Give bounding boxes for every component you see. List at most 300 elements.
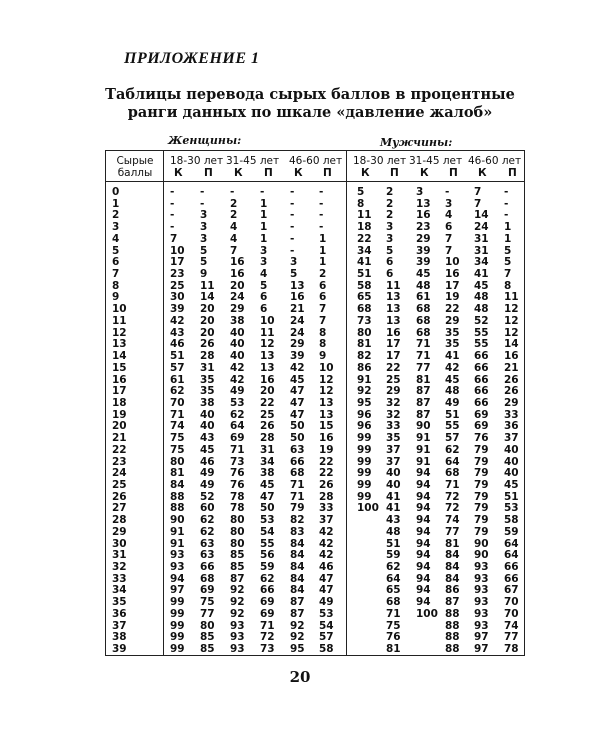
rank-cell: 94	[170, 573, 185, 585]
rank-cell: 3	[386, 221, 394, 233]
rank-cell: 45	[474, 280, 489, 292]
rank-cell: 71	[416, 350, 431, 362]
rank-cell: 66	[474, 385, 489, 397]
rank-cell: 77	[445, 526, 460, 538]
group-label-women: Женщины:	[168, 134, 242, 147]
age-group-header: 31-45 лет	[226, 155, 280, 167]
rank-cell: 99	[357, 432, 372, 444]
raw-score-cell: 19	[112, 409, 127, 421]
raw-score-cell: 18	[112, 397, 127, 409]
raw-score-cell: 37	[112, 620, 127, 632]
rank-cell: 69	[474, 420, 489, 432]
rank-cell: 7	[445, 233, 453, 245]
rank-cell: 1	[260, 221, 268, 233]
rank-cell: 6	[386, 268, 394, 280]
rank-cell: 16	[504, 350, 519, 362]
rank-cell: 59	[260, 561, 275, 573]
rank-cell: -	[230, 186, 235, 198]
rank-cell: 92	[230, 584, 245, 596]
rank-cell: 46	[319, 561, 334, 573]
rank-cell: 91	[416, 444, 431, 456]
rank-cell: 62	[230, 409, 245, 421]
rank-cell: 41	[386, 502, 401, 514]
rank-cell: 20	[230, 280, 245, 292]
raw-score-cell: 26	[112, 491, 127, 503]
raw-score-cell: 6	[112, 256, 120, 268]
raw-score-cell: 34	[112, 584, 127, 596]
subcolumn-header: П	[323, 167, 332, 179]
rank-cell: 100	[416, 608, 438, 620]
rank-cell: 43	[200, 432, 215, 444]
rank-cell: 48	[445, 385, 460, 397]
rank-cell: 87	[416, 385, 431, 397]
rank-cell: 59	[504, 526, 519, 538]
rank-cell: 34	[357, 245, 372, 257]
rank-cell: 33	[504, 409, 519, 421]
rank-cell: 62	[445, 444, 460, 456]
rank-cell: 3	[445, 198, 453, 210]
subcolumn-header: К	[174, 167, 183, 179]
rank-cell: 42	[319, 538, 334, 550]
rank-cell: 93	[474, 608, 489, 620]
rank-cell: 40	[504, 444, 519, 456]
rank-cell: 79	[474, 491, 489, 503]
rank-cell: 85	[230, 561, 245, 573]
rank-cell: 50	[260, 502, 275, 514]
rank-cell: 92	[290, 620, 305, 632]
rank-cell: 5	[504, 256, 512, 268]
raw-score-cell: 10	[112, 303, 127, 315]
rank-cell: 90	[170, 514, 185, 526]
rank-cell: 92	[290, 631, 305, 643]
rank-cell: 43	[386, 514, 401, 526]
rank-cell: 38	[200, 397, 215, 409]
rank-cell: 1	[260, 209, 268, 221]
raw-score-cell: 4	[112, 233, 120, 245]
rank-cell: 64	[504, 549, 519, 561]
age-group-header: 46-60 лет	[289, 155, 343, 167]
rank-cell: 94	[416, 573, 431, 585]
rank-cell: 33	[386, 420, 401, 432]
rank-cell: 42	[319, 526, 334, 538]
rank-cell: 41	[357, 256, 372, 268]
raw-score-cell: 35	[112, 596, 127, 608]
rank-cell: 2	[386, 198, 394, 210]
rank-cell: 6	[319, 291, 327, 303]
raw-score-cell: 33	[112, 573, 127, 585]
rank-cell: 84	[290, 549, 305, 561]
rank-cell: 90	[416, 420, 431, 432]
rank-cell: 70	[170, 397, 185, 409]
rank-cell: 68	[386, 596, 401, 608]
rank-cell: 71	[170, 409, 185, 421]
rank-cell: 6	[386, 256, 394, 268]
raw-score-cell: 20	[112, 420, 127, 432]
subcolumn-header: П	[204, 167, 213, 179]
rank-cell: 53	[230, 397, 245, 409]
rank-cell: 76	[474, 432, 489, 444]
rank-cell: 26	[504, 385, 519, 397]
raw-score-cell: 12	[112, 327, 127, 339]
rank-cell: 24	[230, 291, 245, 303]
rank-cell: 11	[260, 327, 275, 339]
rank-cell: 5	[200, 245, 208, 257]
rank-cell: 99	[357, 491, 372, 503]
rank-cell: 94	[416, 561, 431, 573]
rank-cell: 73	[357, 315, 372, 327]
rank-cell: 42	[319, 549, 334, 561]
rank-cell: 73	[230, 456, 245, 468]
rank-cell: 47	[290, 409, 305, 421]
rank-cell: 43	[170, 327, 185, 339]
rank-cell: 71	[290, 479, 305, 491]
rank-cell: 93	[474, 573, 489, 585]
rank-cell: 33	[319, 502, 334, 514]
rank-cell: -	[260, 186, 265, 198]
rank-cell: 51	[357, 268, 372, 280]
rank-cell: 84	[290, 561, 305, 573]
rank-cell: 20	[260, 385, 275, 397]
rank-cell: 93	[474, 620, 489, 632]
rank-cell: 55	[260, 538, 275, 550]
rank-cell: 69	[200, 584, 215, 596]
rank-cell: 22	[386, 362, 401, 374]
rank-cell: 39	[416, 245, 431, 257]
rank-cell: 72	[260, 631, 275, 643]
rank-cell: 99	[170, 596, 185, 608]
rank-cell: 41	[386, 491, 401, 503]
subcolumn-header: П	[264, 167, 273, 179]
rank-cell: 28	[260, 432, 275, 444]
rank-cell: 82	[290, 514, 305, 526]
rank-cell: 34	[260, 456, 275, 468]
rank-cell: 83	[290, 526, 305, 538]
rank-cell: 97	[474, 643, 489, 655]
rank-cell: 13	[386, 291, 401, 303]
rank-cell: 84	[290, 584, 305, 596]
rank-cell: 65	[357, 291, 372, 303]
rank-cell: 5	[200, 256, 208, 268]
rank-cell: 91	[416, 456, 431, 468]
rank-cell: 40	[504, 456, 519, 468]
rank-cell: 86	[357, 362, 372, 374]
rank-cell: 80	[170, 456, 185, 468]
rank-cell: 69	[230, 432, 245, 444]
raw-score-cell: 3	[112, 221, 120, 233]
rank-cell: 35	[445, 338, 460, 350]
rank-cell: 22	[319, 467, 334, 479]
rank-cell: 24	[290, 327, 305, 339]
rank-cell: 79	[474, 514, 489, 526]
rank-cell: 71	[386, 608, 401, 620]
rank-cell: 2	[319, 268, 327, 280]
rank-cell: 40	[504, 467, 519, 479]
rank-cell: 88	[170, 502, 185, 514]
rank-cell: 38	[230, 315, 245, 327]
subcolumn-header: К	[478, 167, 487, 179]
raw-score-cell: 27	[112, 502, 127, 514]
rank-cell: 63	[200, 549, 215, 561]
rank-cell: 28	[200, 350, 215, 362]
raw-score-cell: 28	[112, 514, 127, 526]
rank-cell: 24	[474, 221, 489, 233]
rank-cell: -	[290, 209, 295, 221]
rank-cell: 94	[416, 584, 431, 596]
rank-cell: 36	[504, 420, 519, 432]
raw-score-cell: 5	[112, 245, 120, 257]
rank-cell: 42	[230, 362, 245, 374]
rank-cell: 80	[230, 538, 245, 550]
rank-cell: 7	[474, 186, 482, 198]
rank-cell: 66	[474, 362, 489, 374]
subcolumn-header: К	[420, 167, 429, 179]
rank-cell: 94	[416, 538, 431, 550]
rank-cell: 30	[170, 291, 185, 303]
rank-cell: 68	[445, 467, 460, 479]
rank-cell: 49	[200, 479, 215, 491]
raw-score-cell: 36	[112, 608, 127, 620]
rank-cell: 65	[386, 584, 401, 596]
rank-cell: 14	[504, 338, 519, 350]
rank-cell: 53	[260, 514, 275, 526]
rank-cell: 84	[445, 573, 460, 585]
rank-cell: 16	[290, 291, 305, 303]
rank-cell: 7	[445, 245, 453, 257]
raw-score-cell: 2	[112, 209, 120, 221]
rank-cell: 58	[357, 280, 372, 292]
rank-cell: -	[290, 221, 295, 233]
header-separator	[106, 181, 524, 182]
rank-cell: 61	[416, 291, 431, 303]
rank-cell: 66	[504, 573, 519, 585]
rank-cell: 21	[504, 362, 519, 374]
rank-cell: 55	[474, 338, 489, 350]
rank-cell: 62	[386, 561, 401, 573]
rank-cell: 62	[200, 526, 215, 538]
rank-cell: 31	[260, 444, 275, 456]
rank-cell: 94	[416, 549, 431, 561]
rank-cell: 39	[170, 303, 185, 315]
rank-cell: 94	[416, 479, 431, 491]
rank-cell: 1	[504, 221, 512, 233]
rank-cell: 61	[170, 374, 185, 386]
rank-cell: 34	[474, 256, 489, 268]
rank-cell: 55	[474, 327, 489, 339]
raw-score-cell: 16	[112, 374, 127, 386]
rank-cell: 12	[504, 315, 519, 327]
rank-cell: 51	[170, 350, 185, 362]
rank-cell: -	[170, 209, 175, 221]
rank-cell: 37	[319, 514, 334, 526]
rank-cell: 4	[230, 221, 238, 233]
rank-cell: 85	[200, 643, 215, 655]
rank-cell: 91	[416, 432, 431, 444]
rank-cell: 87	[290, 596, 305, 608]
rank-cell: 99	[170, 631, 185, 643]
rank-cell: 32	[386, 397, 401, 409]
rank-cell: 7	[474, 198, 482, 210]
rank-cell: 47	[290, 397, 305, 409]
rank-cell: 78	[230, 502, 245, 514]
rank-cell: -	[504, 209, 509, 221]
rank-cell: 99	[170, 643, 185, 655]
rank-cell: 94	[416, 514, 431, 526]
rank-cell: 8	[504, 280, 512, 292]
rank-cell: 16	[319, 432, 334, 444]
rank-cell: 35	[445, 327, 460, 339]
rank-cell: 11	[504, 291, 519, 303]
rank-cell: 22	[260, 397, 275, 409]
rank-cell: 22	[357, 233, 372, 245]
rank-cell: 25	[170, 280, 185, 292]
rank-cell: 97	[474, 631, 489, 643]
raw-score-cell: 1	[112, 198, 120, 210]
rank-cell: 42	[445, 362, 460, 374]
rank-cell: 64	[230, 420, 245, 432]
rank-cell: 9	[200, 268, 208, 280]
rank-cell: 52	[474, 315, 489, 327]
rank-cell: 84	[445, 549, 460, 561]
rank-cell: 2	[230, 209, 238, 221]
rank-cell: 5	[386, 245, 394, 257]
rank-cell: 45	[416, 268, 431, 280]
rank-cell: 88	[445, 620, 460, 632]
rank-cell: 77	[416, 362, 431, 374]
rank-cell: -	[200, 186, 205, 198]
rank-cell: 81	[416, 374, 431, 386]
rank-cell: 66	[474, 397, 489, 409]
rank-cell: 41	[474, 268, 489, 280]
rank-cell: 77	[504, 631, 519, 643]
rank-cell: 64	[504, 538, 519, 550]
rank-cell: 53	[319, 608, 334, 620]
raw-score-cell: 23	[112, 456, 127, 468]
rank-cell: 81	[357, 338, 372, 350]
rank-cell: 5	[260, 280, 268, 292]
rank-cell: 84	[290, 538, 305, 550]
rank-cell: 88	[445, 631, 460, 643]
rank-cell: 75	[200, 596, 215, 608]
rank-cell: 67	[504, 584, 519, 596]
rank-cell: 71	[445, 479, 460, 491]
rank-cell: 15	[319, 420, 334, 432]
rank-cell: 57	[170, 362, 185, 374]
rank-cell: 12	[504, 327, 519, 339]
rank-cell: 16	[416, 209, 431, 221]
rank-cell: 76	[386, 631, 401, 643]
rank-cell: -	[319, 209, 324, 221]
raw-score-cell: 17	[112, 385, 127, 397]
rank-cell: 29	[230, 303, 245, 315]
rank-cell: 57	[445, 432, 460, 444]
raw-score-cell: 21	[112, 432, 127, 444]
rank-cell: 40	[386, 479, 401, 491]
rank-cell: -	[290, 245, 295, 257]
subcolumn-header: К	[294, 167, 303, 179]
rank-cell: 88	[170, 491, 185, 503]
rank-cell: 50	[290, 420, 305, 432]
rank-cell: 19	[445, 291, 460, 303]
rank-cell: 46	[170, 338, 185, 350]
rank-cell: 99	[170, 620, 185, 632]
rank-cell: 79	[474, 456, 489, 468]
rank-cell: 1	[260, 233, 268, 245]
rank-cell: 16	[386, 327, 401, 339]
rank-cell: 93	[474, 596, 489, 608]
raw-score-cell: 30	[112, 538, 127, 550]
header-raw-line-2: баллы	[117, 167, 153, 179]
title-line-1: Таблицы перевода сырых баллов в процентные	[105, 86, 515, 103]
rank-cell: 26	[260, 420, 275, 432]
rank-cell: 31	[474, 233, 489, 245]
rank-cell: 93	[170, 561, 185, 573]
rank-cell: 59	[386, 549, 401, 561]
rank-cell: 23	[416, 221, 431, 233]
rank-cell: 71	[260, 620, 275, 632]
rank-cell: 16	[230, 256, 245, 268]
rank-cell: 12	[319, 385, 334, 397]
rank-cell: 85	[200, 631, 215, 643]
conversion-table	[105, 150, 525, 656]
rank-cell: 94	[416, 526, 431, 538]
rank-cell: -	[445, 186, 450, 198]
rank-cell: 16	[260, 374, 275, 386]
rank-cell: 40	[230, 338, 245, 350]
rank-cell: 13	[416, 198, 431, 210]
rank-cell: 7	[170, 233, 178, 245]
rank-cell: 80	[230, 526, 245, 538]
rank-cell: 91	[170, 526, 185, 538]
rank-cell: 26	[504, 374, 519, 386]
rank-cell: 81	[386, 643, 401, 655]
rank-cell: 90	[474, 538, 489, 550]
rank-cell: 87	[416, 397, 431, 409]
rank-cell: 66	[504, 561, 519, 573]
rank-cell: 13	[260, 350, 275, 362]
rank-cell: 87	[230, 573, 245, 585]
rank-cell: 90	[474, 549, 489, 561]
rank-cell: 58	[504, 514, 519, 526]
rank-cell: 79	[474, 467, 489, 479]
raw-score-cell: 15	[112, 362, 127, 374]
raw-score-cell: 24	[112, 467, 127, 479]
rank-cell: 7	[230, 245, 238, 257]
rank-cell: 93	[230, 631, 245, 643]
rank-cell: 96	[357, 409, 372, 421]
rank-cell: 97	[170, 584, 185, 596]
rank-cell: 68	[416, 303, 431, 315]
rank-cell: 40	[230, 350, 245, 362]
subcolumn-header: П	[449, 167, 458, 179]
subcolumn-header: П	[390, 167, 399, 179]
rank-cell: 8	[319, 338, 327, 350]
rank-cell: 60	[200, 502, 215, 514]
rank-cell: 95	[290, 643, 305, 655]
rank-cell: 31	[200, 362, 215, 374]
rank-cell: 40	[230, 327, 245, 339]
rank-cell: 10	[170, 245, 185, 257]
rank-cell: 68	[416, 315, 431, 327]
rank-cell: 93	[474, 584, 489, 596]
rank-cell: 14	[200, 291, 215, 303]
raw-score-cell: 0	[112, 186, 120, 198]
rank-cell: 42	[290, 362, 305, 374]
rank-cell: 76	[230, 467, 245, 479]
rank-cell: 17	[386, 350, 401, 362]
rank-cell: 37	[504, 432, 519, 444]
rank-cell: 5	[290, 268, 298, 280]
rank-cell: 13	[386, 315, 401, 327]
